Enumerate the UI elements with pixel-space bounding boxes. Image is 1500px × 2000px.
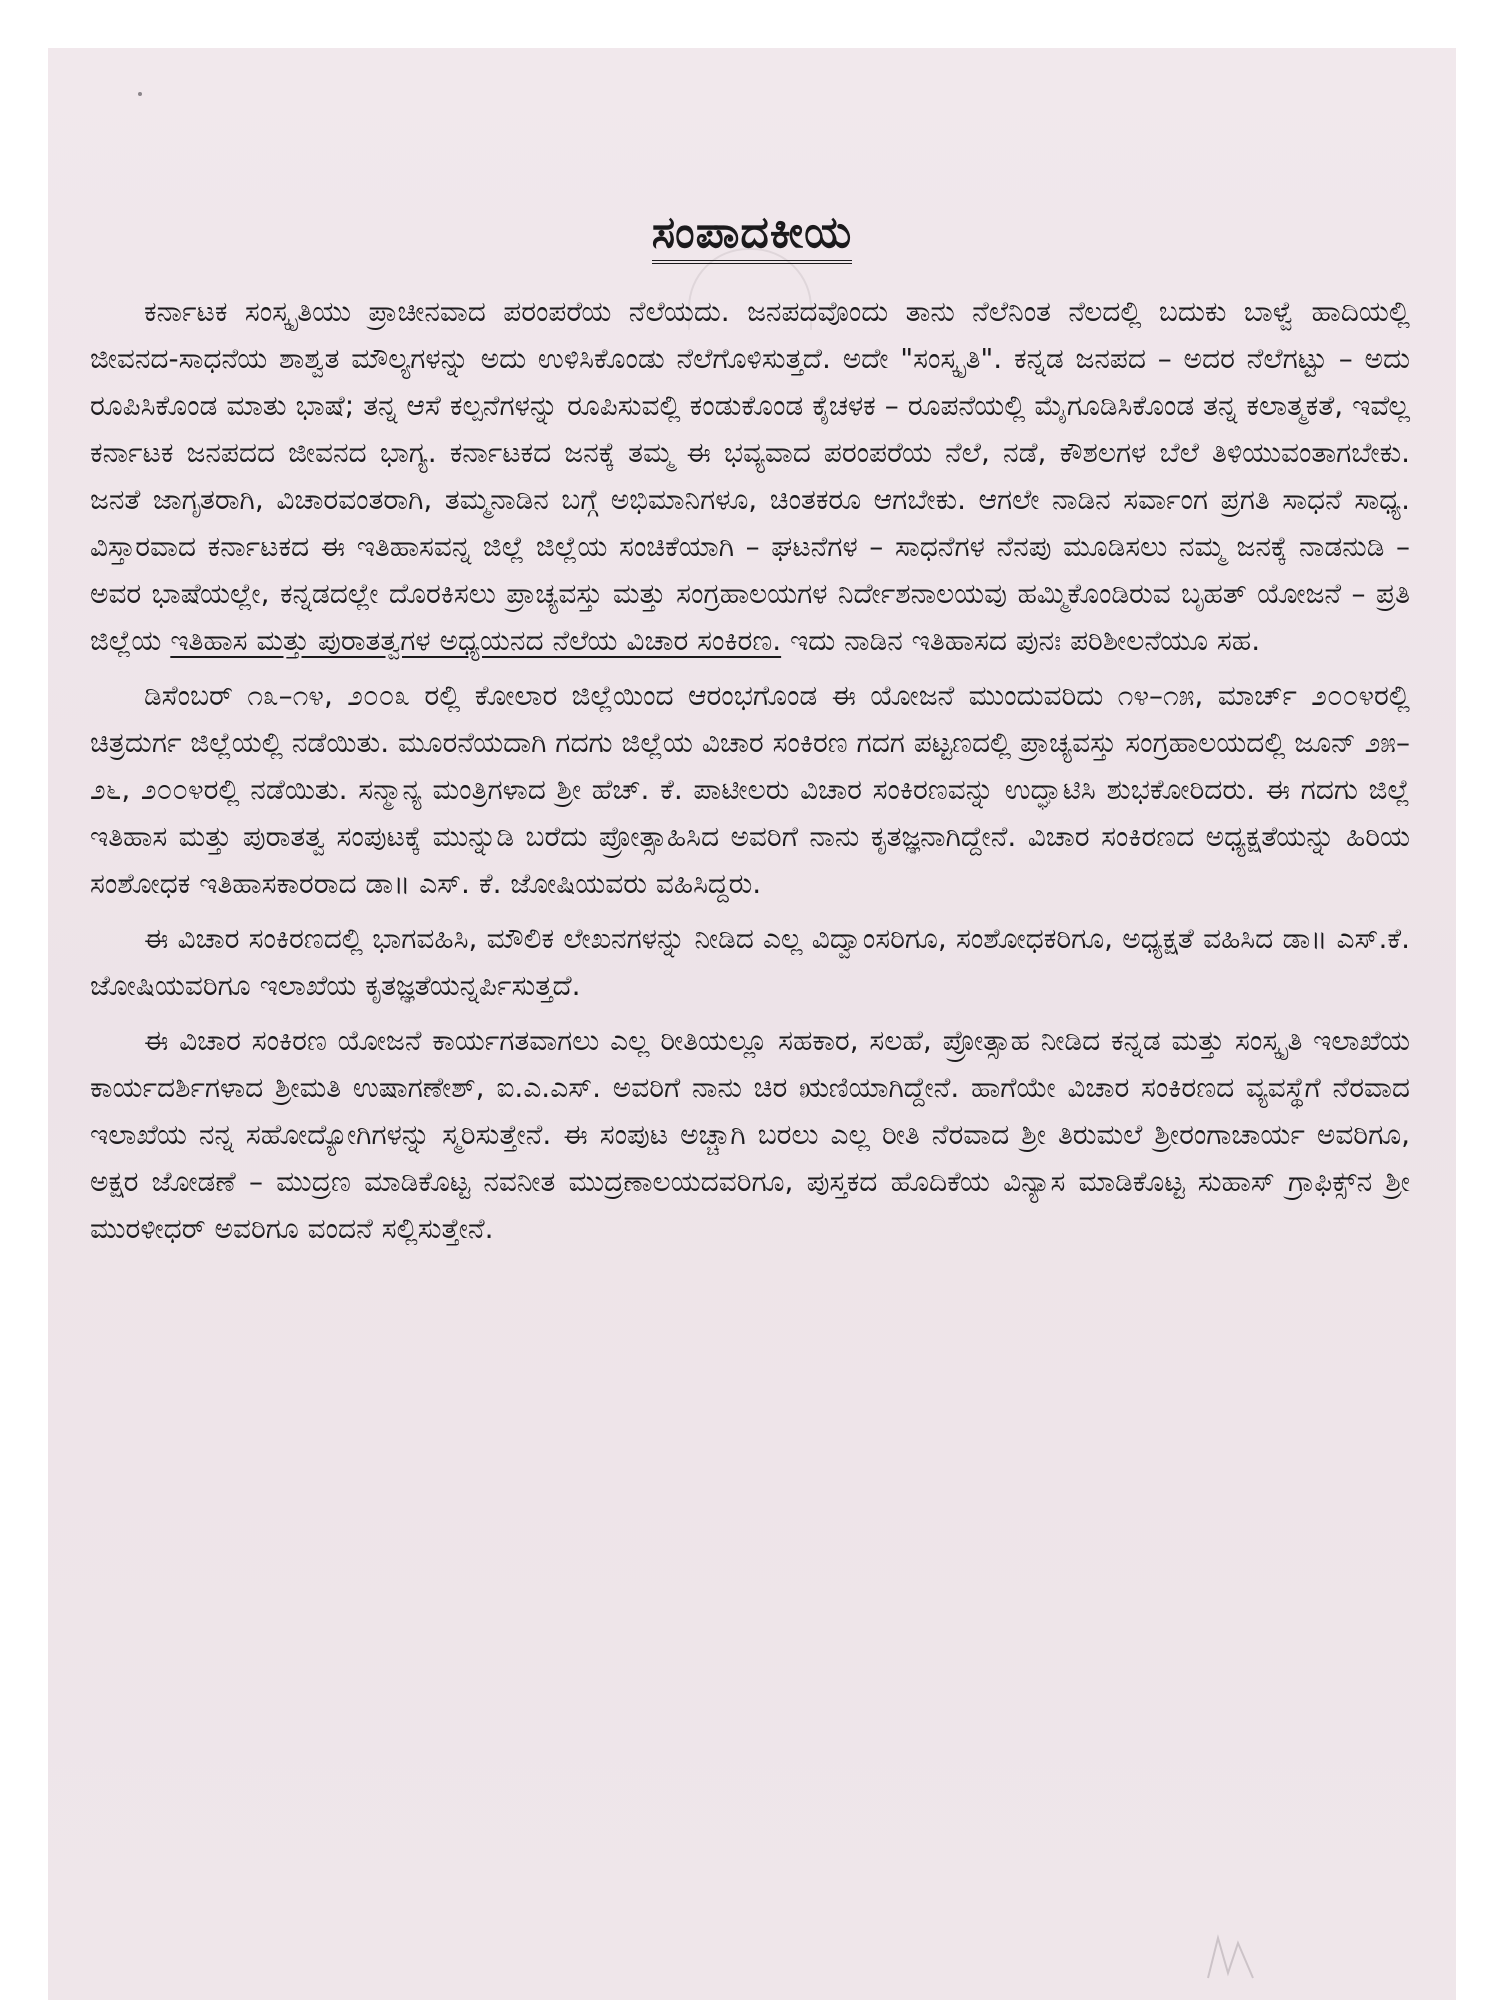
paragraph-1-underlined-text: ಇತಿಹಾಸ ಮತ್ತು ಪುರಾತತ್ವಗಳ ಅಧ್ಯಯನದ ನೆಲೆಯ ವಿಚಾರ ಸಂಕಿರಣ. [170,624,782,657]
editorial-body [90,288,1410,1260]
scan-speck [138,92,142,96]
paragraph-2-text: ಡಿಸೆಂಬರ್ ೧೩–೧೪, ೨೦೦೩ ರಲ್ಲಿ ಕೋಲಾರ ಜಿಲ್ಲೆಯಿಂದ ಆರಂಭಗೊಂಡ ಈ ಯೋಜನೆ ಮುಂದುವರಿದು ೧೪–೧೫, ಮಾರ್ಚ್ ೨೦೦೪ರಲ್ಲಿ ಚಿತ್ರದುರ್ಗ ಜಿಲ್ಲೆಯಲ್ಲಿ ನಡೆಯಿತು. ಮೂರನೆಯದಾಗಿ ಗದಗು ಜಿಲ್ಲೆಯ ವಿಚಾರ ಸಂಕಿರಣ ಗದಗ ಪಟ್ಟಣದಲ್ಲಿ ಪ್ರಾಚ್ಯವಸ್ತು ಸಂಗ್ರಹಾಲಯದಲ್ಲಿ ಜೂನ್ ೨೫–೨೬, ೨೦೦೪ರಲ್ಲಿ ನಡೆಯಿತು. ಸನ್ಮಾನ್ಯ ಮಂತ್ರಿಗಳಾದ ಶ್ರೀ ಹೆಚ್. ಕೆ. ಪಾಟೀಲರು ವಿಚಾರ ಸಂಕಿರಣವನ್ನು ಉದ್ಘಾಟಿಸಿ ಶುಭಕೋರಿದರು. ಈ ಗದಗು ಜಿಲ್ಲೆ ಇತಿಹಾಸ ಮತ್ತು ಪುರಾತತ್ವ ಸಂಪುಟಕ್ಕೆ ಮುನ್ನುಡಿ ಬರೆದು ಪ್ರೋತ್ಸಾಹಿಸಿದ ಅವರಿಗೆ ನಾನು ಕೃತಜ್ಞನಾಗಿದ್ದೇನೆ. ವಿಚಾರ ಸಂಕಿರಣದ ಅಧ್ಯಕ್ಷತೆಯನ್ನು ಹಿರಿಯ ಸಂಶೋಧಕ ಇತಿಹಾಸಕಾರರಾದ ಡಾ॥ ಎಸ್. ಕೆ. ಜೋಷಿಯವರು ವಹಿಸಿದ್ದರು. [90,679,1410,900]
paragraph-4-text: ಈ ವಿಚಾರ ಸಂಕಿರಣ ಯೋಜನೆ ಕಾರ್ಯಗತವಾಗಲು ಎಲ್ಲ ರೀತಿಯಲ್ಲೂ ಸಹಕಾರ, ಸಲಹೆ, ಪ್ರೋತ್ಸಾಹ ನೀಡಿದ ಕನ್ನಡ ಮತ್ತು ಸಂಸ್ಕೃತಿ ಇಲಾಖೆಯ ಕಾರ್ಯದರ್ಶಿಗಳಾದ ಶ್ರೀಮತಿ ಉಷಾಗಣೇಶ್, ಐ.ಎ.ಎಸ್. ಅವರಿಗೆ ನಾನು ಚಿರ ಋಣಿಯಾಗಿದ್ದೇನೆ. ಹಾಗೆಯೇ ವಿಚಾರ ಸಂಕಿರಣದ ವ್ಯವಸ್ಥೆಗೆ ನೆರವಾದ ಇಲಾಖೆಯ ನನ್ನ ಸಹೋದ್ಯೋಗಿಗಳನ್ನು ಸ್ಮರಿಸುತ್ತೇನೆ. ಈ ಸಂಪುಟ ಅಚ್ಚಾಗಿ ಬರಲು ಎಲ್ಲ ರೀತಿ ನೆರವಾದ ಶ್ರೀ ತಿರುಮಲೆ ಶ್ರೀರಂಗಾಚಾರ್ಯ ಅವರಿಗೂ, ಅಕ್ಷರ ಜೋಡಣೆ – ಮುದ್ರಣ ಮಾಡಿಕೊಟ್ಟ ನವನೀತ ಮುದ್ರಣಾಲಯದವರಿಗೂ, ಪುಸ್ತಕದ ಹೊದಿಕೆಯ ವಿನ್ಯಾಸ ಮಾಡಿಕೊಟ್ಟ ಸುಹಾಸ್ ಗ್ರಾಫಿಕ್ಸ್‌ನ ಶ್ರೀ ಮುರಳೀಧರ್ ಅವರಿಗೂ ವಂದನೆ ಸಲ್ಲಿಸುತ್ತೇನೆ. [90,1024,1410,1245]
paragraph-2 [90,672,1410,907]
paragraph-1 [90,288,1410,664]
scanned-page [48,48,1456,2000]
paragraph-1-text-end: ಇದು ನಾಡಿನ ಇತಿಹಾಸದ ಪುನಃ ಪರಿಶೀಲನೆಯೂ ಸಹ. [781,624,1261,657]
paragraph-3-text: ಈ ವಿಚಾರ ಸಂಕಿರಣದಲ್ಲಿ ಭಾಗವಹಿಸಿ, ಮೌಲಿಕ ಲೇಖನಗಳನ್ನು ನೀಡಿದ ಎಲ್ಲ ವಿದ್ವಾಂಸರಿಗೂ, ಸಂಶೋಧಕರಿಗೂ, ಅಧ್ಯಕ್ಷತೆ ವಹಿಸಿದ ಡಾ॥ ಎಸ್.ಕೆ. ಜೋಷಿಯವರಿಗೂ ಇಲಾಖೆಯ ಕೃತಜ್ಞತೆಯನ್ನರ್ಪಿಸುತ್ತದೆ. [90,922,1410,1002]
faint-mark [1198,1928,1268,1988]
paragraph-1-text: ಕರ್ನಾಟಕ ಸಂಸ್ಕೃತಿಯು ಪ್ರಾಚೀನವಾದ ಪರಂಪರೆಯ ನೆಲೆಯದು. ಜನಪದವೊಂದು ತಾನು ನೆಲೆನಿಂತ ನೆಲದಲ್ಲಿ ಬದುಕು ಬಾಳ್ವೆ ಹಾದಿಯಲ್ಲಿ ಜೀವನದ-ಸಾಧನೆಯ ಶಾಶ್ವತ ಮೌಲ್ಯಗಳನ್ನು ಅದು ಉಳಿಸಿಕೊಂಡು ನೆಲೆಗೊಳಿಸುತ್ತದೆ. ಅದೇ "ಸಂಸ್ಕೃತಿ". ಕನ್ನಡ ಜನಪದ – ಅದರ ನೆಲೆಗಟ್ಟು – ಅದು ರೂಪಿಸಿಕೊಂಡ ಮಾತು ಭಾಷೆ; ತನ್ನ ಆಸೆ ಕಲ್ಪನೆಗಳನ್ನು ರೂಪಿಸುವಲ್ಲಿ ಕಂಡುಕೊಂಡ ಕೈಚಳಕ – ರೂಪನೆಯಲ್ಲಿ ಮೈಗೂಡಿಸಿಕೊಂಡ ತನ್ನ ಕಲಾತ್ಮಕತೆ, ಇವೆಲ್ಲ ಕರ್ನಾಟಕ ಜನಪದದ ಜೀವನದ ಭಾಗ್ಯ. ಕರ್ನಾಟಕದ ಜನಕ್ಕೆ ತಮ್ಮ ಈ ಭವ್ಯವಾದ ಪರಂಪರೆಯ ನೆಲೆ, ನಡೆ, ಕೌಶಲಗಳ ಬೆಲೆ ತಿಳಿಯುವಂತಾಗಬೇಕು. ಜನತೆ ಜಾಗೃತರಾಗಿ, ವಿಚಾರವಂತರಾಗಿ, ತಮ್ಮನಾಡಿನ ಬಗ್ಗೆ ಅಭಿಮಾನಿಗಳೂ, ಚಿಂತಕರೂ ಆಗಬೇಕು. ಆಗಲೇ ನಾಡಿನ ಸರ್ವಾಂಗ ಪ್ರಗತಿ ಸಾಧನೆ ಸಾಧ್ಯ. ವಿಸ್ತಾರವಾದ ಕರ್ನಾಟಕದ ಈ ಇತಿಹಾಸವನ್ನ ಜಿಲ್ಲೆ ಜಿಲ್ಲೆಯ ಸಂಚಿಕೆಯಾಗಿ – ಘಟನೆಗಳ – ಸಾಧನೆಗಳ ನೆನಪು ಮೂಡಿಸಲು ನಮ್ಮ ಜನಕ್ಕೆ ನಾಡನುಡಿ – ಅವರ ಭಾಷೆಯಲ್ಲೇ, ಕನ್ನಡದಲ್ಲೇ ದೊರಕಿಸಲು ಪ್ರಾಚ್ಯವಸ್ತು ಮತ್ತು ಸಂಗ್ರಹಾಲಯಗಳ ನಿರ್ದೇಶನಾಲಯವು ಹಮ್ಮಿಕೊಂಡಿರುವ ಬೃಹತ್ ಯೋಜನೆ – ಪ್ರತಿ ಜಿಲ್ಲೆಯ [90,295,1410,657]
paragraph-3 [90,915,1410,1009]
paragraph-4 [90,1017,1410,1252]
page-title: ಸಂಪಾದಕೀಯ [48,207,1456,258]
